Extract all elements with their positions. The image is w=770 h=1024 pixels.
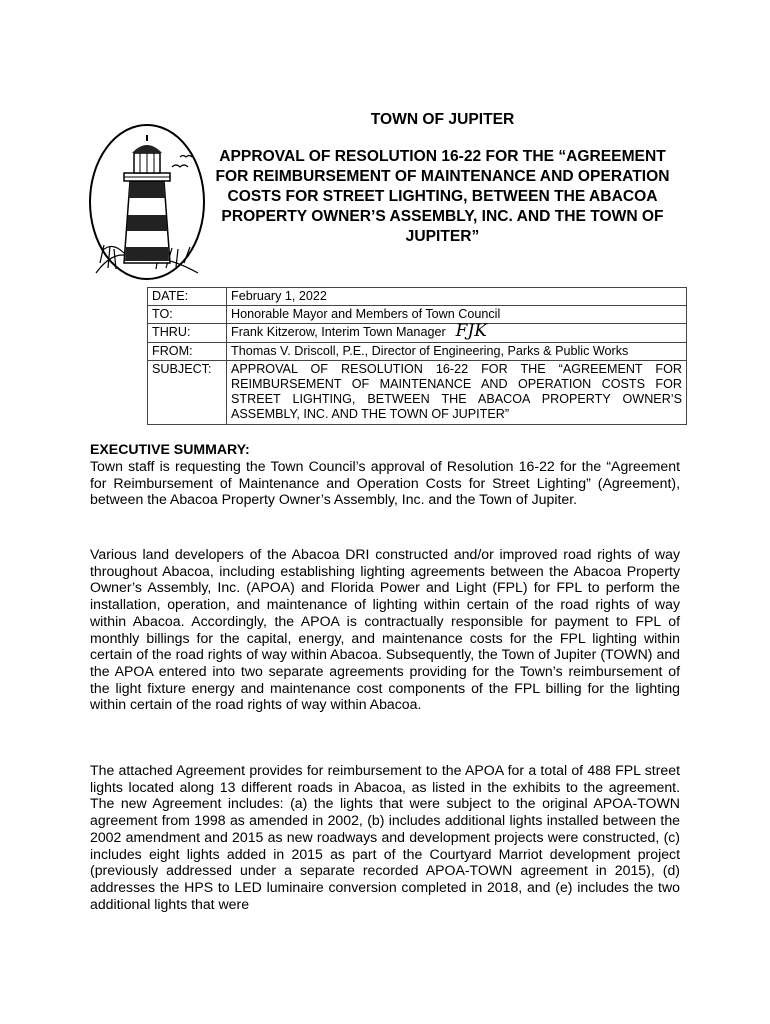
summary-paragraph-3: The attached Agreement provides for reimbursement to the APOA for a total of 488 FPL street lights located along 13 different roads in Abacoa, as listed in the exhibits to the agreement. The new Agreement includes: (a) the lights that were subject to the original APOA-TOWN agreement from 1998 as amended in 2002, (b) includes additional lights installed between the 2002 amendment and 2015 as new roadways and development projects were constructed, (c) includes eight lights added in 2015 as part of the Courtyard Marriot development project (previously addressed under a separate recorded APOA-TOWN agreement in 2015), (d) addresses the HPS to LED luminaire conversion completed in 2018, and (e) includes the two additional lights that were	[90, 762, 680, 912]
memo-row-to	[148, 306, 687, 324]
memo-to-value: Honorable Mayor and Members of Town Council	[227, 306, 687, 324]
memo-row-subject	[148, 360, 687, 424]
memo-thru-label: THRU:	[148, 324, 227, 342]
memo-thru-value: Frank Kitzerow, Interim Town Manager	[231, 325, 446, 340]
memo-row-thru	[148, 324, 687, 342]
summary-paragraph-2: Various land developers of the Abacoa DRI constructed and/or improved road rights of way throughout Abacoa, including establishing lighting agreements between the Abacoa Property Owner’s Assembly, Inc. (APOA) and Florida Power and Light (FPL) for FPL to perform the installation, operation, and maintenance of lighting within certain of the road rights of way within Abacoa. Accordingly, the APOA is contractually responsible for payment to FPL of monthly billings for the capital, energy, and maintenance costs for the FPL lighting within certain of the road rights of way within Abacoa. Subsequently, the Town of Jupiter (TOWN) and the APOA entered into two separate agreements providing for the Town’s reimbursement of the light fixture energy and maintenance cost components of the FPL billing for the lighting within certain of the road rights of way within Abacoa.	[90, 546, 680, 713]
memo-from-value: Thomas V. Driscoll, P.E., Director of Engineering, Parks & Public Works	[227, 342, 687, 360]
memo-to-label: TO:	[148, 306, 227, 324]
memo-subject-label: SUBJECT:	[148, 360, 227, 424]
memo-date-label: DATE:	[148, 288, 227, 306]
memo-row-from	[148, 342, 687, 360]
memo-from-label: FROM:	[148, 342, 227, 360]
lighthouse-logo-icon	[88, 123, 206, 281]
thru-initials-signature: FJK	[455, 321, 487, 342]
executive-summary-heading: EXECUTIVE SUMMARY:	[90, 441, 250, 457]
memo-header-table	[147, 287, 687, 425]
memo-subject-value: APPROVAL OF RESOLUTION 16-22 FOR THE “AGREEMENT FOR REIMBURSEMENT OF MAINTENANCE AND OPERATION COSTS FOR STREET LIGHTING, BETWEEN THE ABACOA PROPERTY OWNER’S ASSEMBLY, INC. AND THE TOWN OF JUPITER”	[227, 360, 687, 424]
resolution-title: APPROVAL OF RESOLUTION 16-22 FOR THE “AGREEMENT FOR REIMBURSEMENT OF MAINTENANCE AND OPERATION COSTS FOR STREET LIGHTING, BETWEEN THE ABACOA PROPERTY OWNER’S ASSEMBLY, INC. AND THE TOWN OF JUPITER”	[215, 148, 670, 245]
town-title: TOWN OF JUPITER	[370, 111, 515, 128]
summary-paragraph-1: Town staff is requesting the Town Council’s approval of Resolution 16-22 for the “Agreement for Reimbursement of Maintenance and Operation Costs for Street Lighting” (Agreement), between the Abacoa Property Owner’s Assembly, Inc. and the Town of Jupiter.	[90, 458, 680, 508]
memo-thru-cell	[227, 321, 687, 342]
memo-row-date	[148, 288, 687, 306]
memo-date-value: February 1, 2022	[227, 288, 687, 306]
